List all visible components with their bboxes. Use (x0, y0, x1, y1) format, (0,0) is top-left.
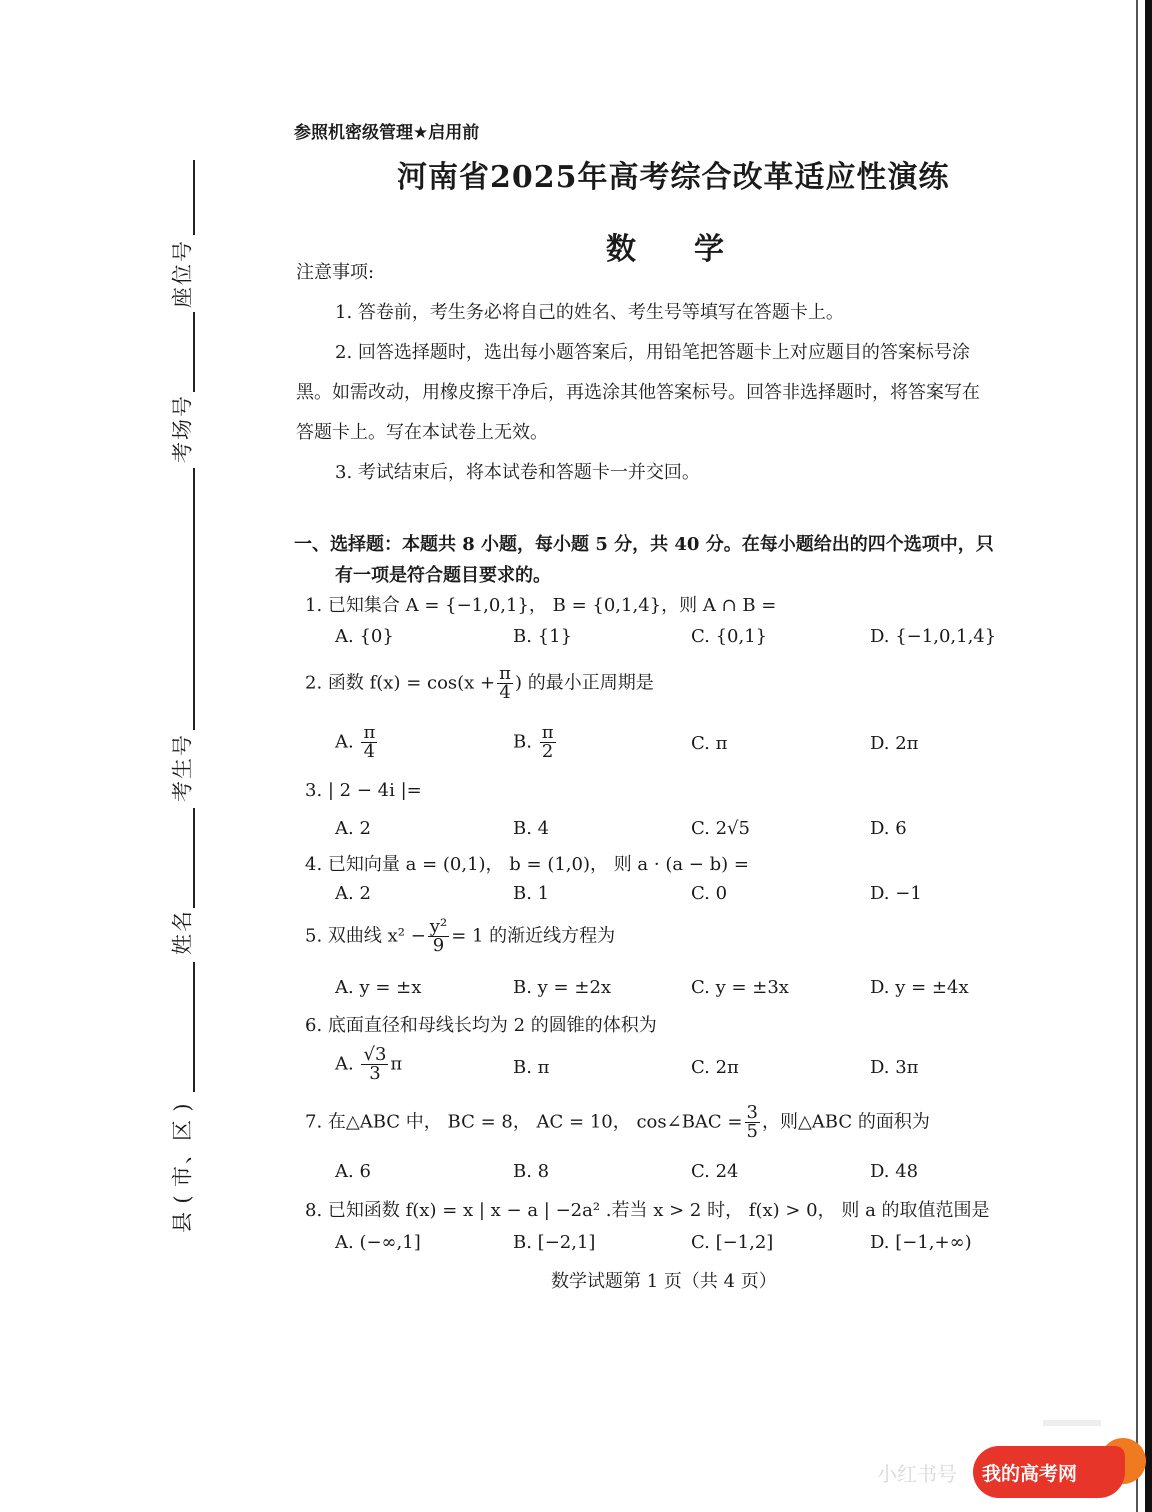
q7-option-d: D. 48 (870, 1161, 919, 1182)
q4-option-b: B. 1 (513, 883, 550, 904)
q2-option-b-label: B. (513, 731, 532, 753)
q5-stem-pre: 5. 双曲线 x² − (305, 925, 426, 947)
county-char: 市 (170, 1166, 195, 1187)
q2-stem (305, 665, 654, 702)
q2-stem-post: ) 的最小正周期是 (514, 672, 654, 694)
q6-option-a-denominator: 3 (369, 1063, 381, 1084)
q2-option-b (513, 724, 558, 761)
q6-option-b: B. π (513, 1057, 550, 1078)
exam-no-char: 生 (170, 758, 195, 779)
county-label (168, 1096, 198, 1234)
seat-char: 座 (170, 287, 195, 308)
q6-stem: 6. 底面直径和母线长均为 2 的圆锥的体积为 (305, 1015, 657, 1036)
q5-stem-post: = 1 的渐近线方程为 (451, 925, 616, 947)
q7-option-b: B. 8 (513, 1161, 550, 1182)
q5-option-c: C. y = ±3x (691, 977, 789, 998)
q7-stem-post: ，则△ABC 的面积为 (761, 1111, 930, 1133)
county-char: ( (170, 1195, 195, 1204)
q7-stem-pre: 7. 在△ABC 中， BC = 8， AC = 10， cos∠BAC = (305, 1111, 743, 1133)
q7-option-a: A. 6 (335, 1161, 371, 1182)
notice-item-3: 3. 考试结束后，将本试卷和答题卡一并交回。 (335, 462, 700, 483)
q8-option-a: A. (−∞,1] (335, 1232, 421, 1253)
q7-denominator: 5 (746, 1121, 758, 1142)
q3-option-c: C. 2√5 (691, 818, 750, 839)
q1-stem: 1. 已知集合 A = {−1,0,1}， B = {0,1,4}，则 A ∩ B = (305, 595, 777, 616)
name-char: 姓 (170, 934, 195, 955)
q6-option-a-tail: π (390, 1053, 403, 1075)
q7-option-c: C. 24 (691, 1161, 739, 1182)
q2-option-b-denominator: 2 (541, 741, 554, 762)
q5-option-d: D. y = ±4x (870, 977, 969, 998)
q4-option-c: C. 0 (691, 883, 728, 904)
notice-item-2-line-1: 2. 回答选择题时，选出每小题答案后，用铅笔把答题卡上对应题目的答案标号涂 (335, 342, 970, 363)
q5-option-b: B. y = ±2x (513, 977, 612, 998)
q2-denominator: 4 (499, 682, 511, 703)
binding-line (193, 312, 195, 392)
q6-option-a-fraction (361, 1046, 388, 1083)
right-edge-border (1145, 0, 1152, 1512)
page-footer: 数学试题第 1 页（共 4 页） (551, 1271, 777, 1292)
q2-option-b-fraction (540, 724, 556, 761)
room-char: 场 (170, 419, 195, 440)
county-char: 县 (170, 1212, 195, 1233)
room-char: 号 (170, 396, 195, 417)
q5-denominator: 9 (432, 935, 445, 956)
q3-option-a: A. 2 (335, 818, 371, 839)
q1-option-c: C. {0,1} (691, 626, 768, 647)
seat-label (168, 240, 198, 309)
q7-stem (305, 1104, 930, 1141)
subject-title: 数学 (606, 232, 782, 267)
page-title: 河南省2025年高考综合改革适应性演练 (397, 160, 950, 195)
q2-option-a-label: A. (335, 731, 354, 753)
q6-option-a-numerator: √3 (363, 1044, 387, 1065)
platform-watermark: 小红书号 (877, 1462, 957, 1486)
notice-heading: 注意事项: (296, 262, 375, 283)
exam-no-char: 号 (170, 735, 195, 756)
q4-stem: 4. 已知向量 a = (0,1)， b = (1,0)， 则 a · (a − b) = (305, 854, 749, 875)
q2-option-b-numerator: π (541, 722, 554, 743)
q8-option-c: C. [−1,2] (691, 1232, 774, 1253)
q5-fraction (428, 918, 449, 955)
county-char: ) (170, 1103, 195, 1112)
seat-char: 号 (170, 241, 195, 262)
q1-option-d: D. {−1,0,1,4} (870, 626, 997, 647)
name-char: 名 (170, 911, 195, 932)
q2-numerator: π (499, 663, 511, 684)
q2-fraction (497, 665, 513, 702)
q2-option-d: D. 2π (870, 733, 919, 754)
q3-stem: 3. | 2 − 4i |= (305, 780, 422, 801)
q6-option-c: C. 2π (691, 1057, 739, 1078)
q2-option-a-fraction (361, 724, 377, 761)
notice-item-2-line-3: 答题卡上。写在本试卷上无效。 (296, 422, 548, 443)
q5-stem (305, 918, 615, 955)
binding-line (193, 962, 195, 1092)
q1-option-a: A. {0} (335, 626, 394, 647)
q6-option-a (335, 1046, 402, 1083)
q8-stem: 8. 已知函数 f(x) = x | x − a | −2a² .若当 x > 2 时， f(x) > 0， 则 a 的取值范围是 (305, 1200, 990, 1221)
county-char: 区 (170, 1120, 195, 1141)
q7-fraction (745, 1104, 760, 1141)
site-badge-text: 我的高考网 (982, 1463, 1078, 1485)
room-label (168, 395, 198, 464)
seat-char: 位 (170, 264, 195, 285)
q2-option-c: C. π (691, 733, 728, 754)
section-1-heading-line-2: 有一项是符合题目要求的。 (335, 565, 551, 586)
q5-numerator: y² (429, 916, 448, 937)
county-char: 、 (170, 1143, 195, 1164)
secret-label: 参照机密级管理★启用前 (294, 123, 480, 143)
binding-line (193, 468, 195, 730)
room-char: 考 (170, 442, 195, 463)
q6-option-d: D. 3π (870, 1057, 919, 1078)
q8-option-d: D. [−1,+∞) (870, 1232, 972, 1253)
q1-option-b: B. {1} (513, 626, 573, 647)
binding-line (193, 160, 195, 235)
q2-option-a-numerator: π (363, 722, 376, 743)
exam-no-char: 考 (170, 781, 195, 802)
section-1-heading-line-1: 一、选择题：本题共 8 小题，每小题 5 分，共 40 分。在每小题给出的四个选项中，只 (294, 534, 994, 555)
q2-option-a-denominator: 4 (363, 741, 376, 762)
q4-option-a: A. 2 (335, 883, 371, 904)
q2-stem-pre: 2. 函数 f(x) = cos(x + (305, 672, 496, 694)
q5-option-a: A. y = ±x (335, 977, 422, 998)
q3-option-b: B. 4 (513, 818, 550, 839)
q2-option-a (335, 724, 379, 761)
right-edge-border-inner (1136, 0, 1138, 1512)
exam-no-label (168, 734, 198, 803)
q8-option-b: B. [−2,1] (513, 1232, 596, 1253)
binding-line (193, 808, 195, 908)
faint-mark (1043, 1420, 1101, 1426)
q4-option-d: D. −1 (870, 883, 922, 904)
name-label (168, 910, 198, 956)
q7-numerator: 3 (746, 1102, 758, 1123)
notice-item-2-line-2: 黑。如需改动，用橡皮擦干净后，再选涂其他答案标号。回答非选择题时，将答案写在 (296, 382, 980, 403)
q3-option-d: D. 6 (870, 818, 907, 839)
q6-option-a-label: A. (335, 1053, 354, 1075)
notice-item-1: 1. 答卷前，考生务必将自己的姓名、考生号等填写在答题卡上。 (335, 302, 844, 323)
